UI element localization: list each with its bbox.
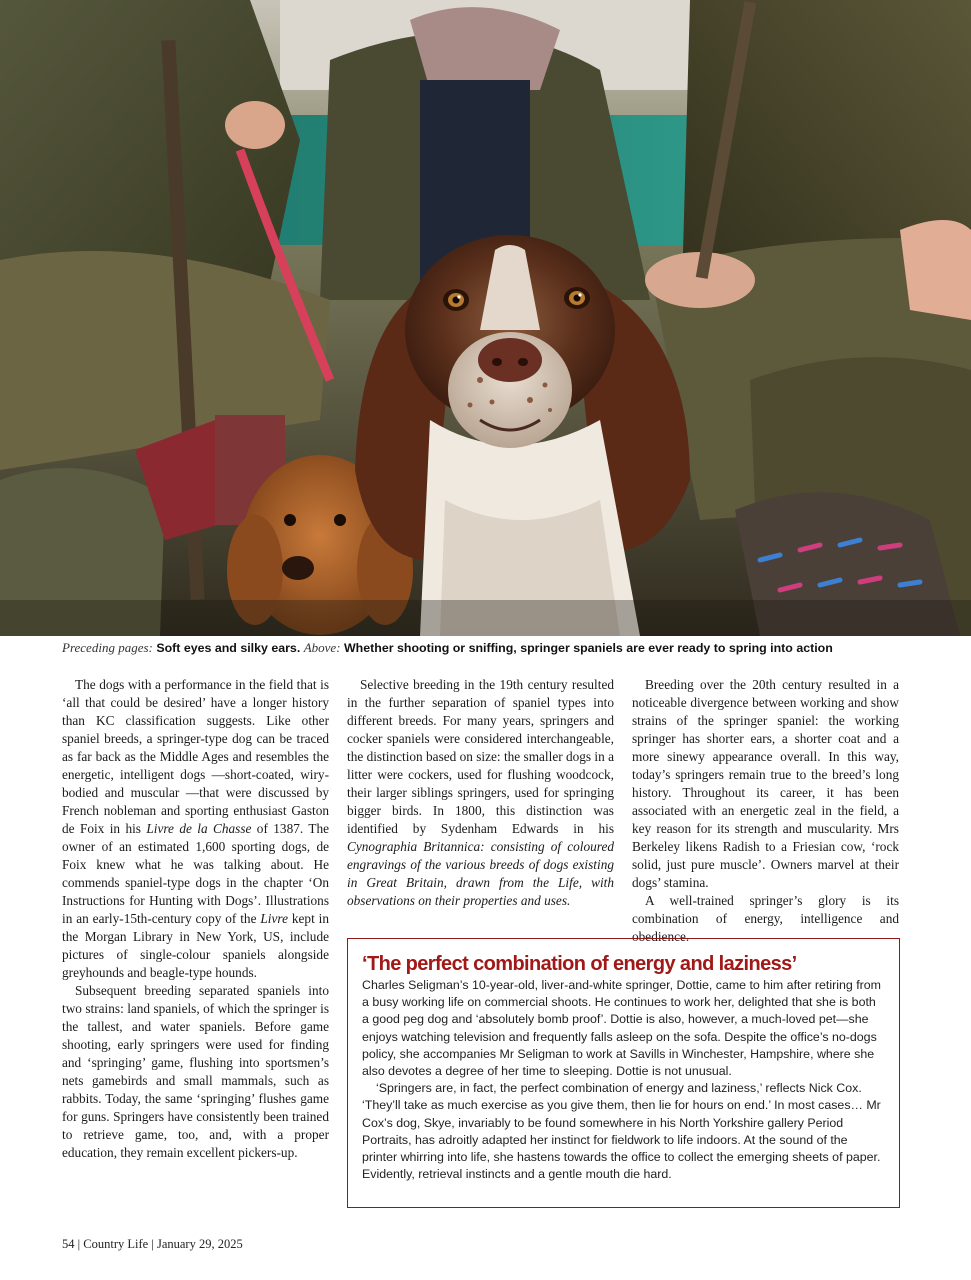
page-footer [62,1237,462,1255]
caption-above-text: Whether shooting or sniffing, springer spaniels are ever ready to spring into action [343,641,833,655]
issue-date: January 29, 2025 [156,1237,243,1251]
springer-spaniel-photo [0,0,971,636]
folio-separator: | [151,1237,154,1251]
publication-name: Country Life [83,1237,149,1251]
photo-caption [62,640,962,658]
sidebar-boxout [347,938,900,1208]
article-paragraph: The dogs with a performance in the field that is ‘all that could be desired’ have a longer history than KC classification suggests. Like other spaniel breeds, a springer-type dog can be traced as far back as the Middle Ages and resembles the energetic, intelligent dogs —short-coated, wiry-bodied and muscular —that were discussed by French nobleman and sporting enthusiast Gaston de Foix in his Livre de la Chasse of 1387. The owner of an estimated 1,600 sporting dogs, de Foix knew what he was talking about. He commends spaniel-type dogs in the chapter ‘On Instructions for Hunting with Dogs’. Illustrations in an early-15th-century copy of the Livre kept in the Morgan Library in New York, US, include pictures of single-colour spaniels alongside greyhounds and beagle-type hounds. [62,677,330,980]
caption-above-label: Above: [303,640,341,655]
book-title: Cynographia Britannica: consisting of coloured engravings of the various breeds of dogs existing in Great Britain, drawn from the Life, with observations on their properties and uses. [347,839,614,908]
book-title: Livre [260,911,288,926]
caption-preceding-text: Soft eyes and silky ears. [156,641,301,655]
article-paragraph: A well-trained springer’s glory is its combination of energy, intelligence and obedience. [632,893,899,944]
article-paragraph: Breeding over the 20th century resulted in a noticeable divergence between working and show strains of the springer spaniel: the working springer has shorter ears, a shorter coat and a more sinewy appearance overall. In this way, today’s springers remain true to the breed’s long history. Throughout its career, it has been associated with an energetic zeal in the field, a key reason for its strength and muscularity. Mrs Berkeley likens Radish to a Friesian cow, ‘rock solid, just pure muscle’. Owners marvel at their dogs’ stamina. [632,677,899,890]
caption-preceding-label: Preceding pages: [62,640,153,655]
article-paragraph: Selective breeding in the 19th century resulted in the further separation of spaniel types into different breeds. For many years, springers and cocker spaniels were considered interchangeable, the distinction based on size: the smaller dogs in a litter were cockers, used for flushing woodcock, their larger siblings springers, used for springing bigger birds. In 1800, this distinction was identified by Sydenham Edwards in his Cynographia Britannica: consisting of coloured engravings of the various breeds of dogs existing in Great Britain, drawn from the Life, with observations on their properties and uses. [347,677,614,908]
article-paragraph: Subsequent breeding separated spaniels into two strains: land spaniels, of which the springer is the tallest, and water spaniels. Before game shooting, early springers were used for finding and ‘springing’ game, flushing into sportsmen’s nets gamebirds and small mammals, such as rabbits. Today, the same ‘springing’ flushes game for guns. Springers have consistently been trained to retrieve game, too, and, with a proper education, they remain excellent pickers-up. [62,983,329,1160]
page-number: 54 [62,1237,75,1251]
folio-separator: | [77,1237,81,1251]
boxout-title: ‘The perfect combination of energy and laziness’ [362,953,797,975]
boxout-paragraph: Charles Seligman’s 10-year-old, liver-and-white springer, Dottie, came to him after retiring from a busy working life on commercial shoots. He continues to work her, delighted that she is both a good peg dog and ‘absolutely bomb proof’. Dottie is also, however, a much-loved pet—she enjoys watching television and frequently falls asleep on the sofa. Despite the office’s no-dogs policy, she accompanies Mr Seligman to work at Savills in Winchester, Hampshire, where she also devotes a degree of her time to sleeping. Dottie is not unusual. [362,978,882,1079]
article-column-1 [62,676,329,1162]
book-title: Livre de la Chasse [146,821,252,836]
article-column-2 [347,676,614,910]
boxout-paragraph: ‘Springers are, in fact, the perfect combination of energy and laziness,’ reflects Nick Cox. ‘They’ll take as much exercise as you give them, then lie for hours on end.’ In most cases… Mr Cox’s dog, Skye, invariably to be found somewhere in his North Yorkshire gallery Period Portraits, has adroitly adapted her instinct for fieldwork to life indoors. At the sound of the printer whirring into life, she hastens towards the office to collect the emerging sheets of paper. Evidently, retrieval instincts and a gentle mouth die hard. [362,1081,881,1182]
article-column-3 [632,676,899,946]
